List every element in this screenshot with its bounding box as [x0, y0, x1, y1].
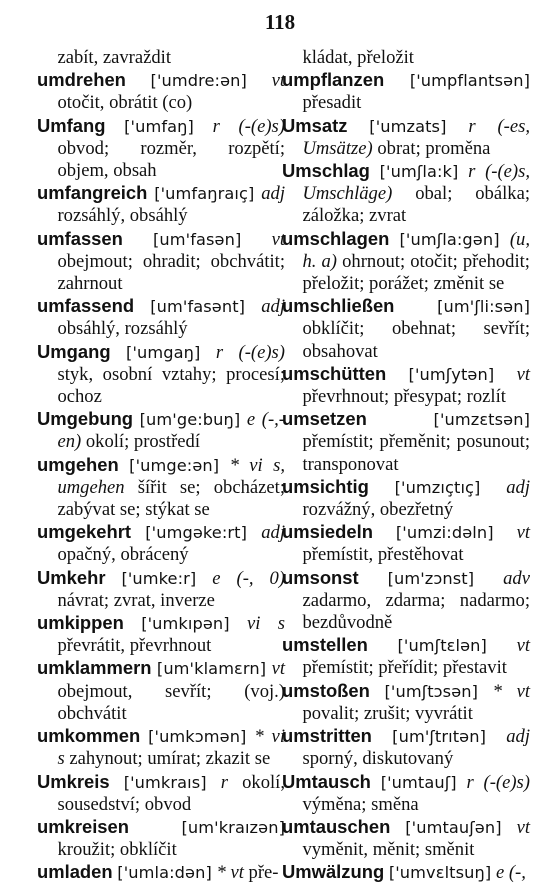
entry-text: zadarmo, zdarma; nadarmo; bezdůvodně [302, 589, 530, 634]
dictionary-entry [37, 47, 285, 69]
dictionary-entry [37, 725, 285, 770]
entry-text: pře- [248, 862, 279, 884]
entry-grammar: e (-, [495, 862, 526, 884]
left-column [37, 47, 285, 885]
entry-text: přesadit [302, 92, 362, 114]
entry-pronunciation: ['umʃytən] [408, 364, 495, 384]
entry-headword: umstritten [282, 725, 372, 747]
dictionary-entry [37, 115, 285, 183]
dictionary-entry [282, 476, 530, 521]
dictionary-entry [37, 69, 285, 114]
entry-pronunciation: ['umʃla:k] [379, 162, 459, 182]
entry-pronunciation: ['umdre:ən] [150, 71, 247, 91]
entry-headword: Umkreis [37, 770, 110, 792]
entry-pronunciation: ['umfaŋraıç] [154, 184, 255, 204]
entry-pronunciation: [um'kraızən] [181, 817, 285, 837]
dictionary-entry [282, 861, 530, 884]
entry-grammar: adv [503, 567, 530, 589]
entry-headword: umsichtig [282, 475, 369, 497]
entry-grammar: r (-(e)s) [212, 115, 285, 137]
entry-text: obsáhlý, rozsáhlý [57, 318, 188, 340]
dictionary-entry [282, 160, 530, 228]
entry-text: přemístit, přestěhovat [302, 544, 464, 566]
entry-grammar: vt [516, 816, 530, 838]
entry-text: rozsáhlý, obsáhlý [57, 205, 188, 227]
entry-text: sporný, diskutovaný [302, 748, 454, 770]
entry-text: rozvážný, obezřetný [302, 499, 454, 521]
entry-grammar: vt [516, 363, 530, 385]
entry-grammar: * vt [216, 862, 244, 884]
entry-headword: Umtausch [282, 770, 371, 792]
entry-pronunciation: ['umzɛtsən] [433, 410, 530, 430]
entry-pronunciation: [um'ʃli:sən] [437, 297, 530, 317]
dictionary-entry [37, 341, 285, 409]
entry-headword: Umgang [37, 340, 111, 362]
entry-headword: umschließen [282, 295, 395, 317]
entry-grammar: r (-(e)s) [466, 771, 530, 793]
entry-pronunciation: ['umzi:dəln] [395, 523, 494, 543]
entry-grammar: vt [271, 658, 285, 680]
entry-headword: umkreisen [37, 815, 129, 837]
entry-pronunciation: ['umpflantsən] [409, 71, 530, 91]
entry-pronunciation: [um'fasənt] [150, 297, 246, 317]
entry-grammar: (u, h. a) [302, 228, 530, 272]
entry-headword: umpflanzen [282, 69, 385, 91]
entry-text: obrat; proměna [377, 137, 491, 159]
entry-grammar: r [220, 771, 229, 793]
entry-headword: Umschlag [282, 160, 370, 182]
entry-text: přemístit; přeřídit; přestavit [302, 657, 507, 679]
dictionary-entry [282, 816, 530, 861]
entry-text: zabít, zavraždit [57, 47, 172, 68]
dictionary-entry [282, 363, 530, 408]
dictionary-entry [282, 47, 530, 69]
entry-text: obal; obálka; záložka; zvrat [302, 183, 530, 227]
entry-text: šířit se; obcházet; zabývat se; stýkat se [57, 476, 285, 521]
entry-grammar: adj [261, 522, 285, 544]
entry-grammar: * vi s, umgehen [57, 454, 285, 498]
entry-grammar: r (-es, Umsätze) [302, 115, 531, 159]
entry-headword: umfassend [37, 295, 135, 317]
entry-pronunciation: ['umge:ən] [129, 455, 220, 475]
entry-headword: umschlagen [282, 227, 390, 249]
dictionary-entry [37, 295, 285, 340]
entry-pronunciation: [um'ge:buŋ] [139, 410, 241, 430]
dictionary-entry [282, 295, 530, 363]
dictionary-entry [37, 182, 285, 227]
entry-headword: Umwälzung [282, 861, 385, 883]
entry-pronunciation: ['umgaŋ] [126, 342, 201, 362]
entry-pronunciation: ['umtauʃ] [380, 772, 457, 792]
dictionary-entry [282, 680, 530, 725]
dictionary-entry [37, 861, 285, 884]
entry-grammar: vt [271, 70, 285, 92]
entry-headword: umtauschen [282, 815, 391, 837]
dictionary-entry [282, 521, 530, 566]
entry-grammar: vt [516, 522, 530, 544]
entry-headword: umsiedeln [282, 521, 373, 543]
entry-grammar: * vi s [57, 726, 285, 770]
dictionary-entry [37, 612, 285, 657]
dictionary-entry [37, 454, 285, 522]
entry-headword: umstellen [282, 634, 368, 656]
dictionary-entry [37, 408, 285, 453]
entry-text: styk, osobní vztahy; procesí; ochoz [57, 363, 285, 408]
entry-grammar: adj [261, 183, 285, 205]
entry-grammar: adj [261, 296, 285, 318]
entry-headword: Umgebung [37, 408, 134, 430]
dictionary-entry [282, 725, 530, 770]
entry-pronunciation: ['umtauʃən] [405, 817, 502, 837]
entry-pronunciation: ['umkıpən] [141, 614, 230, 634]
entry-text: okolí, sousedství; obvod [57, 771, 285, 815]
entry-headword: umdrehen [37, 69, 126, 91]
entry-pronunciation: ['umla:dən] [117, 863, 212, 883]
entry-grammar: vt [516, 635, 530, 657]
entry-pronunciation: [um'zɔnst] [387, 568, 475, 588]
dictionary-entry [282, 771, 530, 816]
dictionary-entry [282, 115, 530, 160]
entry-grammar: r (-(e)s) [215, 341, 285, 363]
entry-grammar: vt [271, 228, 285, 250]
entry-text: ohrnout; otočit; přehodit; přeložit; porážet; změnit se [302, 250, 530, 295]
entry-grammar: e (-, 0) [212, 567, 285, 589]
entry-headword: umstoßen [282, 679, 370, 701]
entry-text: zahynout; umírat; zkazit se [69, 748, 271, 770]
entry-grammar: r (-(e)s, Umschläge) [302, 161, 530, 205]
entry-headword: umklammern [37, 657, 152, 679]
dictionary-entry [282, 567, 530, 635]
entry-pronunciation: ['umkɔmən] [148, 727, 247, 747]
dictionary-entry [282, 69, 530, 114]
entry-text: otočit, obrátit (co) [57, 92, 193, 114]
dictionary-entry [37, 816, 285, 861]
entry-text: povalit; zrušit; vyvrátit [302, 702, 473, 724]
entry-headword: umladen [37, 861, 113, 883]
entry-text: přemístit; přeměnit; posunout; transponovat [302, 431, 530, 475]
dictionary-entry [282, 634, 530, 679]
entry-headword: umsonst [282, 566, 359, 588]
entry-text: kroužit; obklíčit [57, 839, 177, 861]
entry-pronunciation: ['umʃla:gən] [399, 229, 500, 249]
entry-headword: umkommen [37, 725, 141, 747]
entry-text: obvod; rozměr, rozpětí; objem, obsah [57, 137, 285, 182]
entry-text: převrhnout; přesypat; rozlít [302, 386, 506, 408]
entry-headword: umkippen [37, 612, 124, 634]
entry-text: převrátit, převrhnout [57, 635, 212, 657]
entry-headword: umgehen [37, 453, 119, 475]
entry-headword: Umsatz [282, 114, 348, 136]
entry-pronunciation: ['umzats] [369, 116, 447, 136]
dictionary-entry [37, 771, 285, 816]
entry-text: opačný, obrácený [57, 544, 189, 566]
entry-grammar: * vt [492, 680, 530, 702]
entry-pronunciation: ['umʃtɔsən] [384, 681, 479, 701]
entry-pronunciation: [um'klamɛrn] [156, 659, 267, 679]
page-number: 118 [264, 10, 296, 34]
entry-headword: umfassen [37, 227, 123, 249]
entry-headword: umgekehrt [37, 521, 132, 543]
entry-pronunciation: ['umkraıs] [123, 772, 207, 792]
entry-text: obklíčit; obehnat; sevřít; obsahovat [302, 318, 530, 362]
entry-pronunciation: ['umzıçtıç] [394, 477, 481, 497]
entry-grammar: e (-,-en) [57, 409, 285, 453]
entry-pronunciation: ['umvɛltsuŋ] [388, 863, 492, 883]
entry-pronunciation: [um'fasən] [153, 229, 242, 249]
entry-pronunciation: ['umfaŋ] [124, 116, 194, 136]
entry-text: obejmout, sevřít; (voj.) obchvátit [57, 680, 285, 724]
entry-grammar: adj [506, 476, 530, 498]
entry-text: okolí; prostředí [85, 431, 200, 453]
dictionary-entry [282, 408, 530, 476]
entry-pronunciation: [um'ʃtrıtən] [392, 727, 486, 747]
entry-pronunciation: ['umgəke:rt] [145, 523, 248, 543]
dictionary-entry [282, 228, 530, 296]
dictionary-entry [37, 657, 285, 725]
entry-headword: Umkehr [37, 566, 106, 588]
entry-pronunciation: ['umʃtɛlən] [397, 636, 487, 656]
entry-grammar: adj [506, 726, 530, 748]
entry-text: výměna; směna [302, 793, 419, 815]
entry-headword: umschütten [282, 362, 387, 384]
dictionary-entry [37, 228, 285, 296]
entry-text: návrat; zvrat, inverze [57, 589, 215, 611]
entry-text: obejmout; ohradit; obchvátit; zahrnout [57, 250, 285, 295]
entry-text: vyměnit, měnit; směnit [302, 839, 475, 861]
entry-headword: umsetzen [282, 408, 367, 430]
entry-headword: Umfang [37, 114, 106, 136]
dictionary-entry [37, 567, 285, 612]
entry-grammar: vi s [247, 613, 285, 635]
entry-text: kládat, přeložit [302, 47, 414, 68]
dictionary-entry [37, 521, 285, 566]
entry-headword: umfangreich [37, 182, 148, 204]
entry-pronunciation: ['umke:r] [121, 568, 197, 588]
right-column [282, 47, 530, 885]
